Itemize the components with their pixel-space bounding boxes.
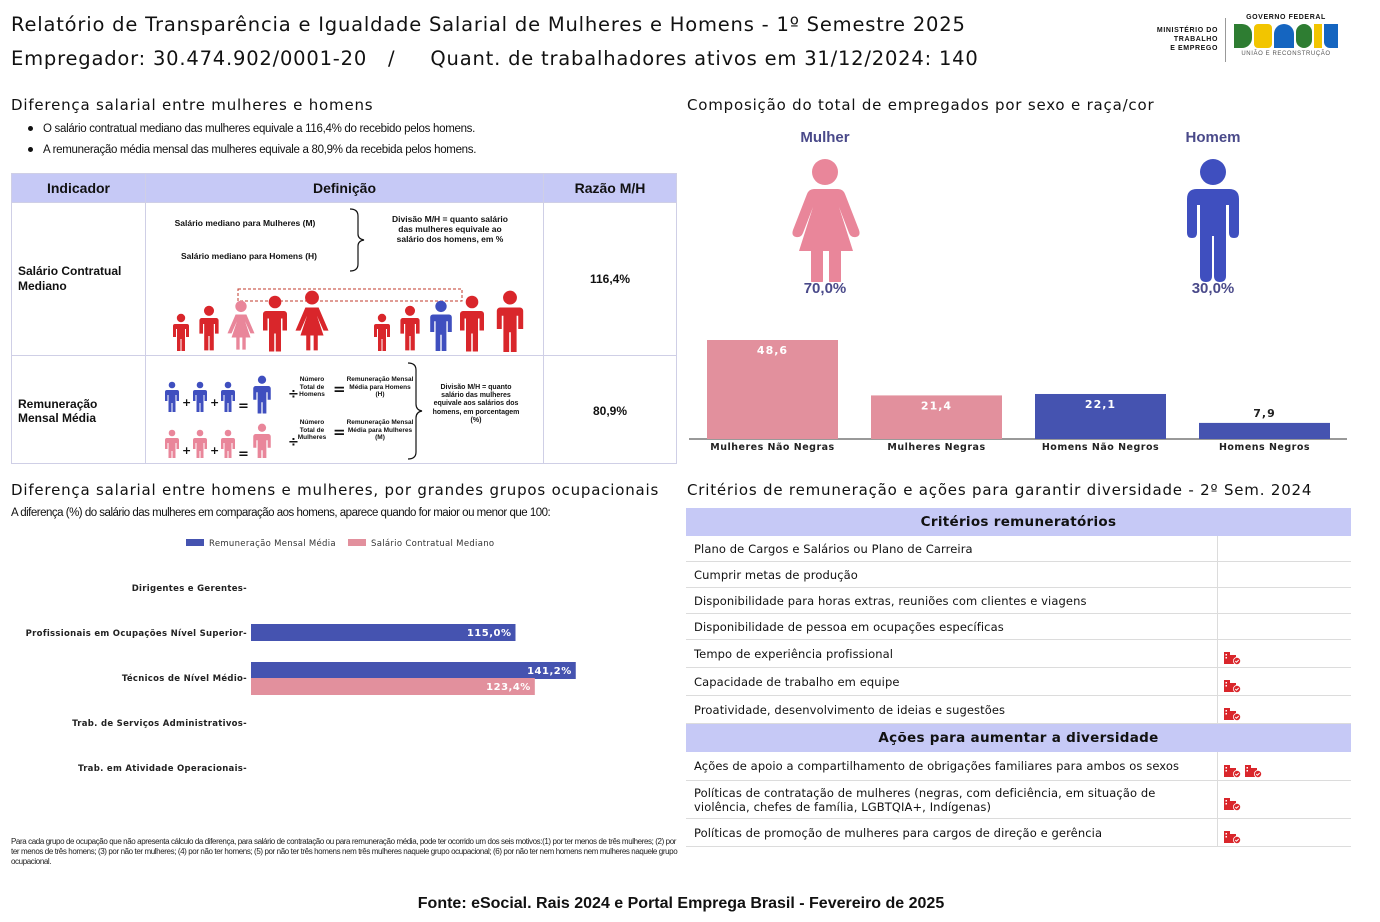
col-header-definition: Definição: [146, 174, 543, 202]
gov-sub: UNIÃO E RECONSTRUÇÃO: [1241, 51, 1331, 57]
occupation-category-label: Técnicos de Nível Médio-: [121, 674, 247, 684]
occupation-bar-chart: [11, 530, 677, 790]
criteria-label: Tempo de experiência profissional: [694, 646, 894, 661]
criteria-title: Critérios de remuneração e ações para garantir diversidade - 2º Sem. 2024: [687, 481, 1313, 499]
company-check-icon: [1223, 829, 1242, 844]
criteria-row: [686, 588, 1351, 614]
composition-category-label: Mulheres Negras: [887, 442, 986, 453]
svg-text:÷: ÷: [288, 387, 299, 402]
gov-logo: [1232, 14, 1340, 57]
svg-text:+: +: [182, 444, 192, 457]
criteria-label: Ações de apoio a compartilhamento de obrigações familiares para ambos os sexos: [694, 759, 1180, 773]
occupation-value-label: 115,0%: [466, 628, 512, 639]
criteria-row: [686, 640, 1351, 668]
man-figure: [497, 291, 523, 352]
ministry-line: MINISTÉRIO DO: [1156, 27, 1218, 34]
composition-category-label: Mulheres Não Negras: [710, 442, 835, 453]
brasil-wordmark: [1232, 22, 1340, 50]
criteria-label: Políticas de promoção de mulheres para cargos de direção e gerência: [694, 825, 1103, 840]
man-figure: [374, 314, 390, 351]
occupation-category-label: Profissionais em Ocupações Nível Superior-: [25, 629, 247, 639]
criteria-row: [686, 696, 1351, 724]
occupations-title: Diferença salarial entre homens e mulheres, por grandes grupos ocupacionais: [11, 481, 660, 499]
def-men-median: Salário mediano para Homens (H): [180, 251, 318, 261]
woman-percent: 70,0%: [803, 280, 847, 297]
company-check-icon: [1223, 650, 1242, 665]
salary-diff-title: Diferença salarial entre mulheres e homens: [11, 96, 374, 114]
employer-line: Empregador: 30.474.902/0001-20 / Quant. de trabalhadores ativos em 31/12/2024: 140: [11, 47, 979, 70]
criteria-row: [686, 819, 1351, 847]
svg-text:+: +: [210, 396, 220, 409]
bullet-1: O salário contratual mediano das mulheres equivale a 116,4% do recebido pelos homens.: [28, 123, 475, 135]
report-title: Relatório de Transparência e Igualdade Salarial de Mulheres e Homens - 1º Semestre 2025: [11, 13, 966, 36]
occupation-value-label: 141,2%: [527, 666, 572, 677]
man-figure: [460, 296, 484, 352]
indicator-table: [11, 173, 677, 464]
ratio-average: 80,9%: [592, 404, 628, 418]
criteria-row: [686, 562, 1351, 588]
occupation-value-label: 123,4%: [486, 682, 531, 693]
composition-value-label: 7,9: [1253, 406, 1276, 420]
indicator-remuneracao-media: Remuneração Mensal Média: [18, 397, 98, 425]
composition-value-label: 21,4: [920, 399, 953, 413]
legend-swatch: [186, 539, 204, 546]
criteria-label: Cumprir metas de produção: [694, 567, 858, 582]
man-icon: [1173, 158, 1253, 282]
woman-figure: [296, 291, 329, 351]
occupations-footnote: Para cada grupo de ocupação que não apresenta cálculo da diferença, para salário de contratação ou para remuneração média, pode ter ocorrido um dos seis motivos:(1) por ter menos de três mulheres; (2) por ter menos de três homens; (3) por não ter mulheres; (4) por não ter homens; (5) por não ter três homens nem três mulheres naquele grupo ocupacional; (6) por não ter nem homens nem mulheres naquele grupo ocupacional.: [11, 837, 678, 866]
criteria-label: Proatividade, desenvolvimento de ideias e sugestões: [694, 702, 1006, 717]
company-check-icon: [1223, 706, 1242, 721]
num-total-men: Número Total de Homens: [299, 376, 325, 398]
ministry-line: TRABALHO: [1173, 36, 1218, 43]
man-figure: [173, 314, 189, 351]
composition-bar-chart: [687, 330, 1351, 460]
woman-label: Mulher: [800, 129, 850, 146]
formula-figures: [162, 366, 307, 458]
svg-text:+: +: [182, 396, 192, 409]
criteria-label: Disponibilidade para horas extras, reuniões com clientes e viagens: [694, 593, 1087, 608]
col-header-ratio: Razão M/H: [544, 174, 676, 202]
man-figure: [199, 306, 218, 351]
ratio-median: 116,4%: [589, 272, 631, 286]
criteria-section-header: Ações para aumentar a diversidade: [686, 724, 1351, 752]
criteria-label: Disponibilidade de pessoa em ocupações específicas: [694, 619, 1004, 634]
company-check-icon: [1223, 796, 1242, 811]
criteria-label: Capacidade de trabalho em equipe: [694, 674, 900, 689]
equals-icon: =: [333, 423, 346, 441]
criteria-section-header: Critérios remuneratórios: [686, 508, 1351, 536]
company-check-icon: [1223, 763, 1242, 778]
criteria-row: [686, 668, 1351, 696]
brace-icon: [348, 208, 368, 272]
def-division-median: Divisão M/H = quanto salário das mulheres equivale ao salário dos homens, em %: [392, 214, 508, 244]
man-figure: [400, 306, 419, 351]
man-label: Homem: [1185, 129, 1241, 146]
legend-swatch: [348, 539, 366, 546]
people-figures: [162, 280, 532, 354]
def-women-median: Salário mediano para Mulheres (M): [174, 218, 316, 228]
composition-value-label: 22,1: [1084, 397, 1117, 411]
occupation-category-label: Dirigentes e Gerentes-: [131, 584, 247, 594]
brace-icon: [406, 362, 426, 460]
woman-median-figure: [228, 301, 255, 350]
bullet-2: A remuneração média mensal das mulheres equivale a 80,9% da recebida pelos homens.: [28, 144, 476, 156]
indicator-salario-mediano: Salário Contratual Mediano: [18, 264, 122, 293]
def-division-average: Divisão M/H = quanto salário das mulheres equivale aos salários dos homens, em porcentagem (%): [432, 384, 520, 424]
ministry-logo: [1140, 26, 1218, 53]
legend-label: Salário Contratual Mediano: [371, 539, 495, 549]
composition-title: Composição do total de empregados por sexo e raça/cor: [687, 96, 1155, 114]
ministry-line: E EMPREGO: [1170, 45, 1218, 52]
criteria-row: [686, 781, 1351, 819]
composition-bar: [1199, 423, 1330, 439]
criteria-row: [686, 536, 1351, 562]
legend-label: Remuneração Mensal Média: [209, 539, 336, 549]
svg-text:+: +: [210, 444, 220, 457]
criteria-row: [686, 614, 1351, 640]
gov-top: GOVERNO FEDERAL: [1246, 14, 1326, 21]
rem-men: Remuneração Mensal Média para Homens (H): [346, 376, 414, 398]
occupation-category-label: Trab. em Atividade Operacionais-: [78, 764, 247, 774]
num-total-women: Número Total de Mulheres: [297, 419, 327, 441]
company-check-icon: [1223, 678, 1242, 693]
equals-icon: =: [333, 380, 346, 398]
criteria-row: [686, 752, 1351, 781]
man-figure: [263, 296, 287, 352]
chart-legend: [186, 538, 494, 549]
criteria-label: Políticas de contratação de mulheres (negras, com deficiência, em situação de violência, chefes de família, LGBTQIA+, Indígenas): [694, 785, 1156, 814]
composition-value-label: 48,6: [756, 344, 789, 357]
man-percent: 30,0%: [1191, 280, 1235, 297]
criteria-label: Plano de Cargos e Salários ou Plano de Carreira: [694, 541, 973, 556]
rem-women: Remuneração Mensal Média para Mulheres (M): [346, 419, 414, 441]
col-header-indicator: Indicador: [12, 174, 145, 202]
man-median-figure: [430, 301, 452, 351]
logo-divider: [1225, 18, 1226, 62]
composition-category-label: Homens Negros: [1218, 442, 1311, 453]
woman-icon: [785, 158, 865, 282]
occupation-category-label: Trab. de Serviços Administrativos-: [72, 719, 247, 729]
source-footer: Fonte: eSocial. Rais 2024 e Portal Emprega Brasil - Fevereiro de 2025: [417, 895, 945, 912]
company-check-icon: [1244, 763, 1263, 778]
svg-text:=: =: [238, 447, 249, 458]
svg-text:=: =: [238, 399, 249, 414]
composition-category-label: Homens Não Negros: [1041, 442, 1160, 453]
occupations-subtitle: A diferença (%) do salário das mulheres em comparação aos homens, aparece quando for maior ou menor que 100:: [11, 507, 551, 519]
svg-text:÷: ÷: [288, 435, 299, 450]
